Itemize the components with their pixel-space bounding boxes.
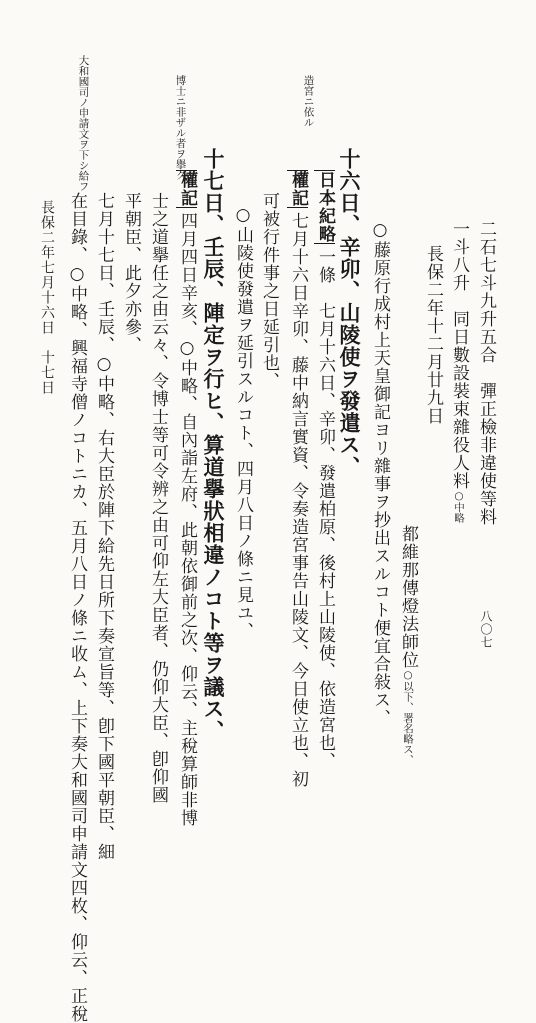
- text-column: 士之道擧任之由云々、令博士等可令辨之由可仰左大臣者、仍仰大臣、卽仰國: [148, 192, 168, 804]
- headnote-zoukyu: 造宮ニ依ル: [302, 75, 315, 128]
- entry-heading: 十七日、壬辰、陣定ヲ行ヒ、算道擧狀相違ノコト等ヲ議ス、: [201, 148, 226, 742]
- text-column: 長保二年十二月廿九日: [423, 245, 443, 425]
- text-column: ○山陵使發遣ヲ延引スルコト、四月八日ノ條ニ見ユ、: [233, 205, 253, 640]
- text-column: 二石七斗九升五合 彈正檢非違使等料: [476, 220, 496, 526]
- headnote-yamato: 大和國司ノ申請文ヲ下シ給フ: [77, 55, 90, 192]
- headnote-hakase: 博士ニ非ザル者ヲ擧グ: [174, 75, 187, 180]
- text-column: ○藤原行成村上天皇御記ヨリ雜事ヲ抄出スルコト便宜合敍ス、: [370, 220, 390, 727]
- text-column: 日本紀略一條 七月十六日、辛卯、發遣柏原、後村上山陵使、依造宮也、: [315, 171, 335, 770]
- text-column: 在目錄、○中略、興福寺僧ノコトニカ、五月八日ノ條ニ收ム、上下奏大和國司申請文四枚、仰云、正稅: [67, 192, 87, 1023]
- text-column: 七月十七日、壬辰、○中略、右大臣於陣下給先日所下奏宣旨等、卽下國平朝臣、細: [94, 192, 114, 861]
- text-column: 權記四月四日辛亥、○中略、自內詣左府、此朝依御前之次、仰云、主稅算師非博: [177, 171, 197, 827]
- running-header-date: 長保二年七月十六日 十七日: [39, 200, 55, 395]
- annotation: ○中略: [453, 490, 465, 523]
- source-label: 權記: [177, 171, 197, 207]
- page-number: 八〇七: [479, 610, 493, 649]
- text-column: 權記七月十六日辛卯、藤中納言實資、令奏造宮事告山陵文、今日使立也、初: [288, 171, 308, 788]
- text-column: 可被行件事之日延引也、: [259, 192, 279, 390]
- annotation: ○以下、署名略ス、: [402, 669, 414, 765]
- source-label: 權記: [288, 171, 308, 207]
- text-column: 平朝臣、此夕亦參、: [121, 192, 141, 354]
- source-label: 日本紀略: [315, 171, 335, 243]
- text-column: 一斗八升 同日數設裝束雜役人料○中略: [449, 220, 469, 523]
- text-column: 都維那傳燈法師位○以下、署名略ス、: [398, 525, 418, 765]
- entry-heading: 十六日、辛卯、山陵使ヲ發遣ス、: [337, 148, 362, 478]
